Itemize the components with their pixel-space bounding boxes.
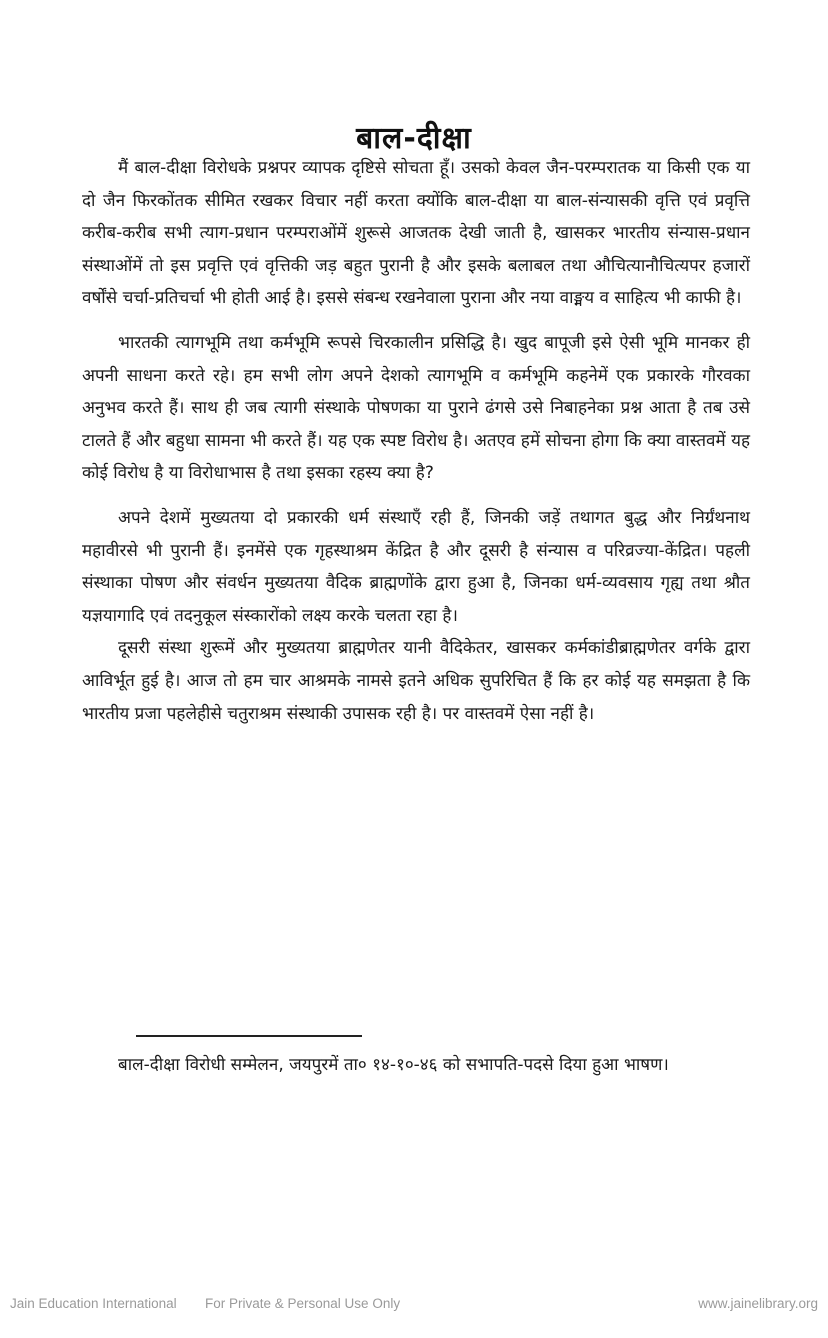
paragraph-4: दूसरी संस्था शुरूमें और मुख्यतया ब्राह्मणेतर यानी वैदिकेतर, खासकर कर्मकांडीब्राह्मणेतर वर्गके द्वारा आविर्भूत हुई है। आज तो हम चार आश्रमके नामसे इतने अधिक सुपरिचित हैं कि हर कोई यह समझता है कि भारतीय प्रजा पहलेहीसे चतुराश्रम संस्थाकी उपासक रही है। पर वास्तवमें ऐसा नहीं है। [82, 638, 750, 724]
footer-website-link[interactable]: www.jainelibrary.org [698, 1296, 818, 1311]
footer-usage-notice: For Private & Personal Use Only [205, 1296, 401, 1311]
footnote: बाल-दीक्षा विरोधी सम्मेलन, जयपुरमें ता० १४-१०-४६ को सभापति-पदसे दिया हुआ भाषण। [118, 1055, 669, 1075]
body-text [82, 152, 750, 730]
page-title: बाल-दीक्षा [356, 121, 472, 157]
footnote-divider [136, 1035, 362, 1037]
footer-publisher: Jain Education International [10, 1296, 177, 1311]
page-footer [0, 1296, 828, 1316]
paragraph-2: भारतकी त्यागभूमि तथा कर्मभूमि रूपसे चिरकालीन प्रसिद्धि है। खुद बापूजी इसे ऐसी भूमि मानकर ही अपनी साधना करते रहे। हम सभी लोग अपने देशको त्यागभूमि व कर्मभूमि कहनेमें एक प्रकारके गौरवका अनुभव करते हैं। साथ ही जब त्यागी संस्थाके पोषणका या पुराने ढंगसे उसे निबाहनेका प्रश्न आता है तब उसे टालते हैं और बहुधा सामना भी करते हैं। यह एक स्पष्ट विरोध है। अतएव हमें सोचना होगा कि क्या वास्तवमें यह कोई विरोध है या विरोधाभास है तथा इसका रहस्य क्या है? [82, 332, 750, 484]
paragraph-1: मैं बाल-दीक्षा विरोधके प्रश्नपर व्यापक दृष्टिसे सोचता हूँ। उसको केवल जैन-परम्परातक या किसी एक या दो जैन फिरकोंतक सीमित रखकर विचार नहीं करता क्योंकि बाल-दीक्षा या बाल-संन्यासकी वृत्ति एवं प्रवृत्ति करीब-करीब सभी त्याग-प्रधान परम्पराओंमें शुरूसे आजतक देखी जाती है, खासकर भारतीय संन्यास-प्रधान संस्थाओंमें तो इस प्रवृत्ति एवं वृत्तिकी जड़ बहुत पुरानी है और इसके बलाबल तथा औचित्यानौचित्यपर हजारों वर्षोंसे चर्चा-प्रतिचर्चा भी होती आई है। इससे संबन्ध रखनेवाला पुराना और नया वाङ्मय व साहित्य भी काफी है। [82, 158, 750, 309]
paragraph-3: अपने देशमें मुख्यतया दो प्रकारकी धर्म संस्थाएँ रही हैं, जिनकी जड़ें तथागत बुद्ध और निर्ग्रंथनाथ महावीरसे भी पुरानी हैं। इनमेंसे एक गृहस्थाश्रम केंद्रित है और दूसरी है संन्यास व परिव्रज्या-केंद्रित। पहली संस्थाका पोषण और संवर्धन मुख्यतया वैदिक ब्राह्मणोंके द्वारा हुआ है, जिनका धर्म-व्यवसाय गृह्य तथा श्रौत यज्ञयागादि एवं तदनुकूल संस्कारोंको लक्ष्य करके चलता रहा है। [82, 507, 750, 626]
